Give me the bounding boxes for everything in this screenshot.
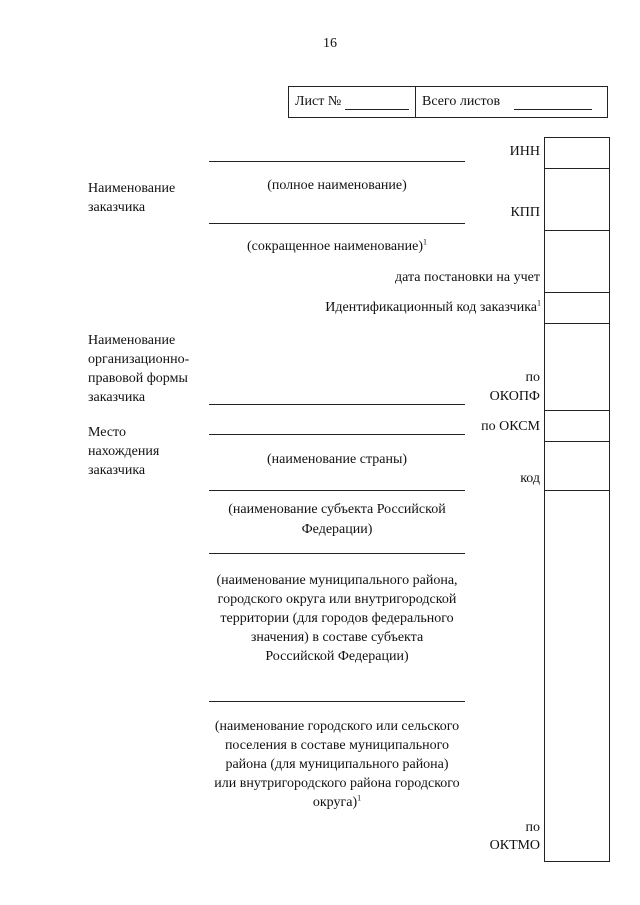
kpp-cell-bottom [545, 230, 609, 231]
oktmo-po-label: по [525, 820, 540, 835]
kpp-label: КПП [510, 205, 540, 220]
code-label: код [520, 471, 540, 486]
sheet-info-box [288, 86, 608, 118]
settlement-line[interactable] [209, 701, 465, 702]
municipal-caption: (наименование муниципального района, городского округа или внутригородской территории (для городов федерального значения) в составе субъекта Российской Федерации) [216, 573, 458, 664]
subject-line[interactable] [209, 490, 465, 491]
total-sheets-cell [416, 87, 606, 117]
okopf-cell-bottom [545, 410, 609, 411]
page-number: 16 [323, 36, 337, 51]
customer-id-cell-bottom [545, 323, 609, 324]
short-name-line[interactable] [209, 223, 465, 224]
municipal-line[interactable] [209, 553, 465, 554]
country-caption: (наименование страны) [266, 452, 408, 467]
customer-id-code-label: Идентификационный код заказчика [325, 300, 537, 315]
customer-id-footnote: 1 [537, 298, 541, 308]
code-cell-bottom [545, 490, 609, 491]
legal-form-label: Наименование организационно-правовой формы заказчика [88, 333, 190, 405]
oksm-label: по ОКСМ [481, 419, 540, 434]
full-name-caption: (полное наименование) [267, 178, 407, 193]
sheet-number-cell [289, 87, 416, 117]
settlement-caption-wrap [213, 717, 461, 812]
okopf-label: ОКОПФ [489, 389, 540, 404]
inn-cell-bottom [545, 168, 609, 169]
settlement-footnote: 1 [357, 793, 362, 803]
sheet-number-blank[interactable] [345, 109, 409, 110]
short-name-footnote: 1 [423, 237, 428, 247]
full-name-line[interactable] [209, 161, 465, 162]
customer-name-label: Наименование заказчика [88, 181, 176, 215]
location-label: Место нахождения заказчика [88, 425, 160, 478]
customer-id-code-wrap [280, 300, 541, 316]
subject-caption: (наименование субъекта Российской Федерации) [228, 502, 446, 537]
settlement-caption: (наименование городского или сельского поселения в составе муниципального района (для муниципального района) или внутригородского района городского округа) [214, 719, 460, 810]
legal-form-line[interactable] [209, 404, 465, 405]
codes-column [544, 137, 610, 862]
total-sheets-label: Всего листов [422, 94, 501, 109]
short-name-caption: (сокращенное наименование) [246, 239, 424, 254]
sheet-number-label: Лист № [295, 94, 342, 109]
short-name-caption-wrap [209, 239, 465, 255]
registration-date-label: дата постановки на учет [394, 270, 540, 285]
oksm-cell-bottom [545, 441, 609, 442]
total-sheets-blank[interactable] [514, 109, 592, 110]
country-line[interactable] [209, 434, 465, 435]
oktmo-label: ОКТМО [489, 838, 540, 853]
okopf-po-label: по [525, 370, 540, 385]
registration-date-cell-bottom [545, 292, 609, 293]
inn-label: ИНН [509, 144, 540, 159]
